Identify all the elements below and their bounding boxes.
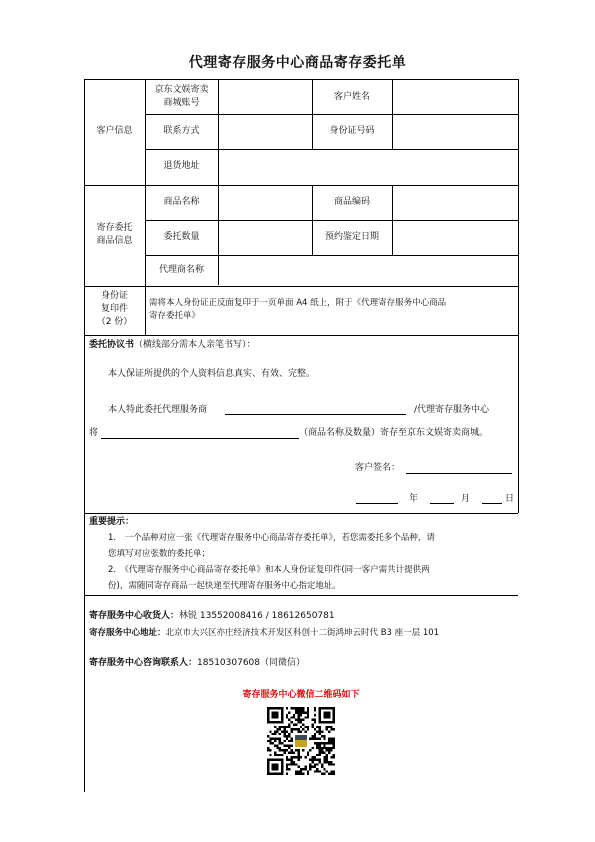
agreement-heading xyxy=(89,339,509,352)
id-number-label: 身份证号码 xyxy=(329,126,375,136)
row-line-6 xyxy=(84,286,518,287)
agreement-line2-b: /代理寄存服务中心 xyxy=(414,405,490,415)
contact-row xyxy=(89,657,517,670)
contact-field[interactable] xyxy=(219,115,311,148)
agent-name-handwrite-line[interactable] xyxy=(225,414,406,415)
contact-person-value: 18510307608（同微信） xyxy=(197,658,306,668)
row-line-7 xyxy=(84,335,518,336)
account-label xyxy=(145,84,218,110)
notice-heading: 重要提示： xyxy=(89,517,135,527)
goods-section-label xyxy=(84,222,145,248)
address-label: 寄存服务中心地址： xyxy=(89,628,166,638)
contact-label: 联系方式 xyxy=(163,126,200,136)
id-copy-label-line3: （2 份） xyxy=(96,317,133,327)
day-label: 日 xyxy=(505,494,515,504)
id-copy-instructions xyxy=(149,297,515,323)
month-line[interactable] xyxy=(430,503,454,504)
customer-name-label: 客户姓名 xyxy=(333,92,370,102)
day-line[interactable] xyxy=(482,503,502,504)
year-label: 年 xyxy=(409,494,419,504)
qr-caption: 寄存服务中心微信二维码如下 xyxy=(242,690,360,700)
agreement-heading-title: 委托协议书 xyxy=(89,340,135,350)
product-name-label: 商品名称 xyxy=(163,197,200,207)
agent-name-label: 代理商名称 xyxy=(158,265,204,275)
table-border-right xyxy=(518,79,519,513)
receiver-row xyxy=(89,610,517,623)
notice-item-2-line1: 2. 《代理寄存服务中心商品寄存委托单》和本人身份证复印件(同一客户需共计提供两 xyxy=(108,565,430,575)
id-number-field[interactable] xyxy=(393,115,517,148)
account-label-line1: 京东文娱寄卖 xyxy=(154,85,209,95)
address-row xyxy=(89,627,519,640)
product-name-field[interactable] xyxy=(219,186,311,219)
agreement-line3-b: （商品名称及数量）寄存至京东文娱寄卖商城。 xyxy=(299,428,489,438)
month-label: 月 xyxy=(461,494,471,504)
product-code-field[interactable] xyxy=(393,186,517,219)
agreement-line2-a: 本人特此委托代理服务商 xyxy=(108,405,208,415)
agreement-heading-note: （横线部分需本人亲笔书写）： xyxy=(134,340,256,350)
id-copy-label-line1: 身份证 xyxy=(100,291,128,301)
id-copy-label-line2: 复印件 xyxy=(100,304,128,314)
quantity-field[interactable] xyxy=(219,221,311,254)
appraisal-date-label: 预约鉴定日期 xyxy=(324,232,379,242)
signature-label: 客户签名： xyxy=(355,463,401,473)
row-line-8 xyxy=(84,513,518,514)
id-copy-text-line1: 需将本人身份证正反面复印于一页单面 A4 纸上，附于《代理寄存服务中心商品 xyxy=(149,298,447,308)
notice-item-1-line1: 1. 一个品种对应一张《代理寄存服务中心商品寄存委托单》，若您需委托多个品种，请 xyxy=(108,533,435,543)
receiver-label: 寄存服务中心收货人： xyxy=(89,611,180,621)
agent-name-field[interactable] xyxy=(219,256,517,285)
account-label-line2: 商城账号 xyxy=(163,98,200,108)
appraisal-date-field[interactable] xyxy=(393,221,517,254)
product-handwrite-line[interactable] xyxy=(101,438,299,439)
qr-code-icon xyxy=(267,707,335,775)
address-value: 北京市大兴区亦庄经济技术开发区科创十二街鸿坤云时代 B3 座一层 101 xyxy=(165,628,440,638)
notice-item-2-line2: 份)，需随同寄存商品一起快递至代理寄存服务中心指定地址。 xyxy=(108,581,341,591)
page-title: 代理寄存服务中心商品寄存委托单 xyxy=(188,55,407,71)
year-line[interactable] xyxy=(356,503,398,504)
return-address-field[interactable] xyxy=(219,150,517,184)
id-copy-text-line2: 寄存委托单》 xyxy=(149,311,201,321)
agreement-line1: 本人保证所提供的个人资料信息真实、有效、完整。 xyxy=(108,369,316,379)
goods-section-label-line2: 商品信息 xyxy=(96,236,133,246)
product-code-label: 商品编码 xyxy=(333,197,370,207)
goods-section-label-line1: 寄存委托 xyxy=(96,223,133,233)
notice-item-1-line2: 您填写对应张数的委托单； xyxy=(108,549,211,559)
id-copy-label xyxy=(84,290,145,329)
contact-person-label: 寄存服务中心咨询联系人： xyxy=(89,658,198,668)
receiver-value: 林锐 13552008416 / 18612650781 xyxy=(179,611,335,621)
account-field[interactable] xyxy=(219,80,311,113)
signature-line[interactable] xyxy=(406,473,512,474)
return-address-label: 退货地址 xyxy=(163,161,200,171)
customer-section-label: 客户信息 xyxy=(96,126,133,136)
customer-name-field[interactable] xyxy=(393,80,517,113)
notice-item-2 xyxy=(108,564,516,593)
notice-item-1 xyxy=(108,532,516,561)
row-line-9 xyxy=(84,595,518,596)
agreement-line3-a: 将 xyxy=(89,428,99,438)
quantity-label: 委托数量 xyxy=(163,232,200,242)
